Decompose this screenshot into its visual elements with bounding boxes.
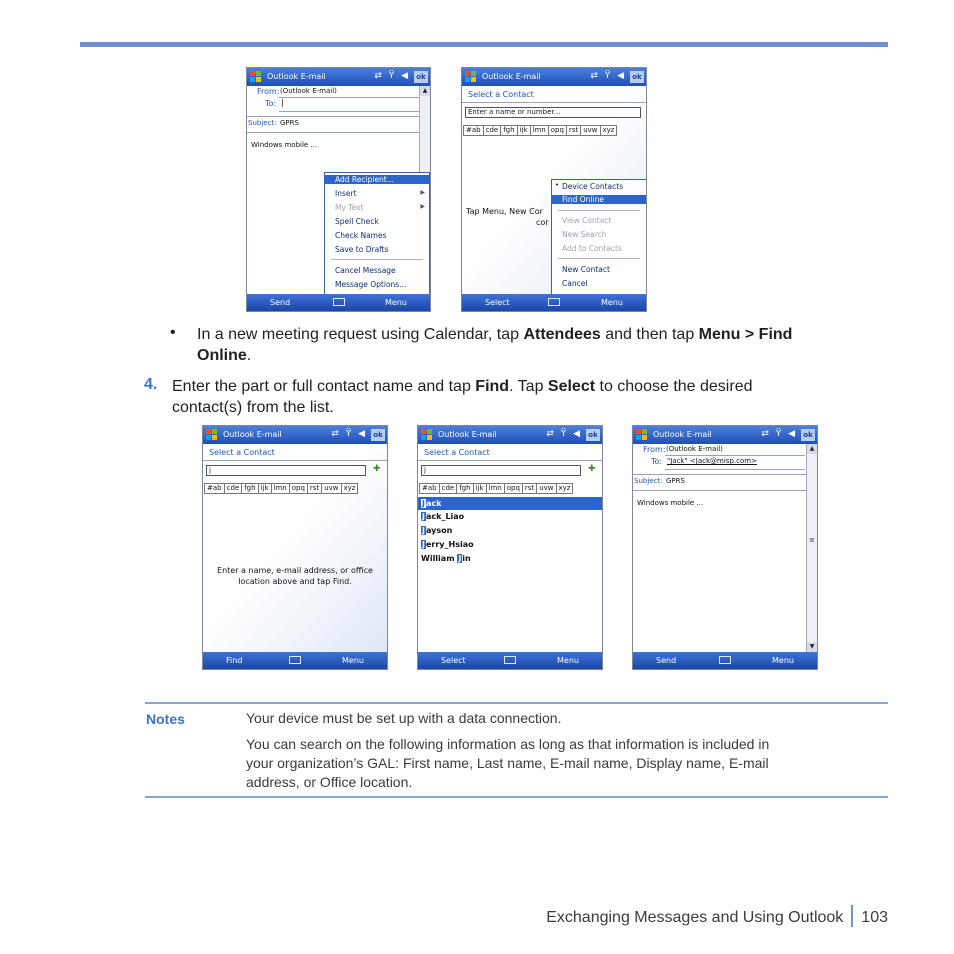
result-row[interactable]: William Jin — [421, 554, 471, 563]
scroll-up-icon[interactable]: ▲ — [420, 86, 430, 96]
step-4-text: Enter the part or full contact name and tap Find. Tap Select to choose the desired contact(s) from the list. — [172, 378, 753, 416]
send-softkey[interactable]: Send — [656, 656, 677, 665]
menu-new-contact[interactable]: New Contact — [562, 265, 610, 274]
status-icons: ⇄ Ÿ ◀ — [761, 429, 797, 439]
screenshot-compose-filled — [632, 425, 818, 670]
select-contact-heading: Select a Contact — [209, 448, 275, 457]
app-title: Outlook E-mail — [482, 72, 541, 81]
tab-opq[interactable]: opq — [290, 483, 308, 494]
compose-content — [247, 86, 430, 294]
result-row-selected[interactable]: Jack — [418, 497, 602, 510]
menu-view-contact: View Contact — [562, 216, 612, 225]
select-softkey[interactable]: Select — [441, 656, 466, 665]
select-contact-heading: Select a Contact — [468, 90, 534, 99]
submenu-arrow-icon: ▶ — [420, 203, 425, 210]
note-2: You can search on the following information as long as that information is included in your organization’s GAL: First name, Last name, E-mail name, Display name, E-mail address, or Office location. — [246, 736, 770, 790]
ok-button[interactable]: ok — [586, 429, 600, 441]
chapter-title: Exchanging Messages and Using Outlook — [546, 909, 844, 926]
menu-my-text: My Text — [335, 203, 364, 212]
match-highlight: J — [422, 526, 425, 535]
scroll-down-icon[interactable]: ▼ — [807, 642, 817, 652]
send-softkey[interactable]: Send — [270, 298, 291, 307]
from-value[interactable]: (Outlook E-mail) — [666, 445, 723, 453]
scrollbar[interactable] — [806, 444, 817, 652]
tab-rst[interactable]: rst — [308, 483, 322, 494]
tab-cde[interactable]: cde — [225, 483, 243, 494]
tab-xyz[interactable]: xyz — [342, 483, 359, 494]
to-value[interactable]: "Jack" <Jack@misp.com> — [667, 457, 757, 465]
alphabet-tabs — [463, 125, 617, 136]
status-icons: ⇄ Ÿ ◀ — [374, 71, 410, 81]
tab-rst[interactable]: rst — [523, 483, 537, 494]
menu-cancel-message[interactable]: Cancel Message — [335, 266, 396, 275]
step-number: 4. — [144, 376, 158, 393]
select-content — [462, 86, 646, 294]
app-title: Outlook E-mail — [267, 72, 326, 81]
menu-find-online[interactable]: Find Online — [552, 195, 646, 204]
menu-softkey[interactable]: Menu — [601, 298, 623, 307]
contact-search-input[interactable]: Enter a name or number... — [465, 107, 641, 118]
alphabet-tabs — [419, 483, 573, 494]
bullet-text: In a new meeting request using Calendar, tap Attendees and then tap Menu > Find Online. — [197, 326, 793, 364]
alphabet-tabs — [204, 483, 358, 494]
find-softkey[interactable]: Find — [226, 656, 243, 665]
tab-uvw[interactable]: uvw — [537, 483, 556, 494]
tab-xyz[interactable]: xyz — [557, 483, 574, 494]
find-arrow-icon[interactable]: ✚ — [588, 464, 596, 474]
tab-lmn[interactable]: lmn — [272, 483, 290, 494]
keyboard-icon[interactable] — [333, 298, 345, 306]
footer-divider — [851, 905, 853, 927]
tab-ijk[interactable]: ijk — [259, 483, 272, 494]
from-label: From: — [643, 445, 666, 454]
from-label: From: — [257, 87, 280, 96]
app-title: Outlook E-mail — [438, 430, 497, 439]
message-body[interactable]: Windows mobile ... — [251, 141, 318, 149]
tab-opq[interactable]: opq — [549, 125, 567, 136]
menu-new-search: New Search — [562, 230, 607, 239]
tab-opq[interactable]: opq — [505, 483, 523, 494]
match-highlight: J — [422, 499, 425, 508]
tab-uvw[interactable]: uvw — [322, 483, 341, 494]
match-highlight: J — [422, 540, 425, 549]
menu-check-names[interactable]: Check Names — [335, 231, 387, 240]
screenshot-select-contact-menu — [461, 67, 647, 312]
status-icons: ⇄ Ÿ ◀ — [590, 71, 626, 81]
title-bar — [462, 68, 646, 86]
title-bar — [633, 426, 817, 444]
context-menu — [551, 179, 647, 295]
note-1: Your device must be set up with a data connection. — [246, 710, 562, 726]
subject-label: Subject: — [248, 119, 277, 127]
status-icons: ⇄ Ÿ ◀ — [546, 429, 582, 439]
to-label: To: — [265, 99, 277, 108]
contact-search-input[interactable]: j — [421, 465, 581, 476]
bullet-point: • — [170, 324, 176, 341]
ok-button[interactable]: ok — [414, 71, 428, 83]
windows-start-icon[interactable] — [250, 71, 262, 83]
result-row[interactable]: Jack_Liao — [422, 512, 465, 521]
menu-add-to-contacts: Add to Contacts — [562, 244, 622, 253]
softkey-bar — [418, 652, 602, 669]
notes-top-rule — [145, 702, 888, 704]
softkey-bar — [633, 652, 817, 669]
ok-button[interactable]: ok — [801, 429, 815, 441]
message-body[interactable]: Windows mobile ... — [637, 499, 704, 507]
match-highlight: J — [458, 554, 462, 563]
app-title: Outlook E-mail — [653, 430, 712, 439]
scroll-thumb-icon[interactable]: ≡ — [809, 536, 815, 544]
scroll-up-icon[interactable]: ▲ — [807, 444, 817, 454]
tab-ijk[interactable]: ijk — [518, 125, 531, 136]
notes-label: Notes — [146, 711, 185, 727]
page-number: 103 — [861, 909, 888, 926]
windows-start-icon[interactable] — [421, 429, 433, 441]
screenshot-compose-menu — [246, 67, 431, 312]
select-softkey[interactable]: Select — [485, 298, 510, 307]
keyboard-icon[interactable] — [719, 656, 731, 664]
compose-content — [633, 444, 817, 652]
tab-ijk[interactable]: ijk — [474, 483, 487, 494]
subject-value[interactable]: GPRS — [280, 119, 299, 127]
selected-bullet-icon: • — [555, 181, 560, 189]
menu-add-recipient[interactable]: Add Recipient... — [325, 175, 429, 184]
tab-rst[interactable]: rst — [567, 125, 581, 136]
screenshot-find — [202, 425, 388, 670]
menu-insert[interactable]: Insert — [335, 189, 357, 198]
tab-xyz[interactable]: xyz — [601, 125, 618, 136]
find-hint: Enter a name, e-mail address, or office location above and tap Find. — [217, 566, 373, 586]
softkey-bar — [247, 294, 430, 311]
results-content — [418, 444, 602, 652]
tab-fgh[interactable]: fgh — [457, 483, 473, 494]
menu-softkey[interactable]: Menu — [342, 656, 364, 665]
keyboard-icon[interactable] — [504, 656, 516, 664]
status-icons: ⇄ Ÿ ◀ — [331, 429, 367, 439]
ok-button[interactable]: ok — [630, 71, 644, 83]
windows-start-icon[interactable] — [636, 429, 648, 441]
to-cursor[interactable]: | — [281, 98, 284, 107]
select-contact-heading: Select a Contact — [424, 448, 490, 457]
match-highlight: J — [422, 512, 425, 521]
softkey-bar — [203, 652, 387, 669]
tab-cde[interactable]: cde — [484, 125, 502, 136]
ok-button[interactable]: ok — [371, 429, 385, 441]
subject-value[interactable]: GPRS — [666, 477, 685, 485]
tab-lmn[interactable]: lmn — [487, 483, 505, 494]
app-title: Outlook E-mail — [223, 430, 282, 439]
title-bar — [247, 68, 430, 86]
menu-softkey[interactable]: Menu — [772, 656, 794, 665]
notes-bottom-rule — [145, 796, 888, 798]
tab-ab[interactable]: #ab — [204, 483, 225, 494]
title-bar — [418, 426, 602, 444]
keyboard-icon[interactable] — [289, 656, 301, 664]
tab-ab[interactable]: #ab — [463, 125, 484, 136]
hint-text-partial-2: cor — [536, 218, 549, 227]
menu-softkey[interactable]: Menu — [557, 656, 579, 665]
hint-text-partial: Tap Menu, New Cor — [466, 207, 543, 216]
result-row[interactable]: Jayson — [422, 526, 453, 535]
to-label: To: — [651, 457, 663, 466]
result-row[interactable]: Jerry_Hsiao — [422, 540, 474, 549]
title-bar — [203, 426, 387, 444]
windows-start-icon[interactable] — [465, 71, 477, 83]
menu-device-contacts[interactable]: Device Contacts — [562, 182, 624, 191]
subject-label: Subject: — [634, 477, 663, 485]
header-rule — [80, 42, 888, 47]
find-content — [203, 444, 387, 652]
tab-cde[interactable]: cde — [440, 483, 458, 494]
keyboard-icon[interactable] — [548, 298, 560, 306]
menu-save-to-drafts[interactable]: Save to Drafts — [335, 245, 389, 254]
menu-spell-check[interactable]: Spell Check — [335, 217, 379, 226]
screenshot-results — [417, 425, 603, 670]
page-footer — [546, 905, 888, 927]
menu-message-options[interactable]: Message Options... — [335, 280, 407, 289]
context-menu — [324, 172, 430, 296]
tab-fgh[interactable]: fgh — [501, 125, 517, 136]
softkey-bar — [462, 294, 646, 311]
contact-search-input[interactable]: j — [206, 465, 366, 476]
tab-uvw[interactable]: uvw — [581, 125, 600, 136]
tab-ab[interactable]: #ab — [419, 483, 440, 494]
menu-softkey[interactable]: Menu — [385, 298, 407, 307]
submenu-arrow-icon: ▶ — [420, 189, 425, 196]
tab-fgh[interactable]: fgh — [242, 483, 258, 494]
menu-cancel[interactable]: Cancel — [562, 279, 588, 288]
from-value[interactable]: (Outlook E-mail) — [280, 87, 337, 95]
find-arrow-icon[interactable]: ✚ — [373, 464, 381, 474]
windows-start-icon[interactable] — [206, 429, 218, 441]
tab-lmn[interactable]: lmn — [531, 125, 549, 136]
